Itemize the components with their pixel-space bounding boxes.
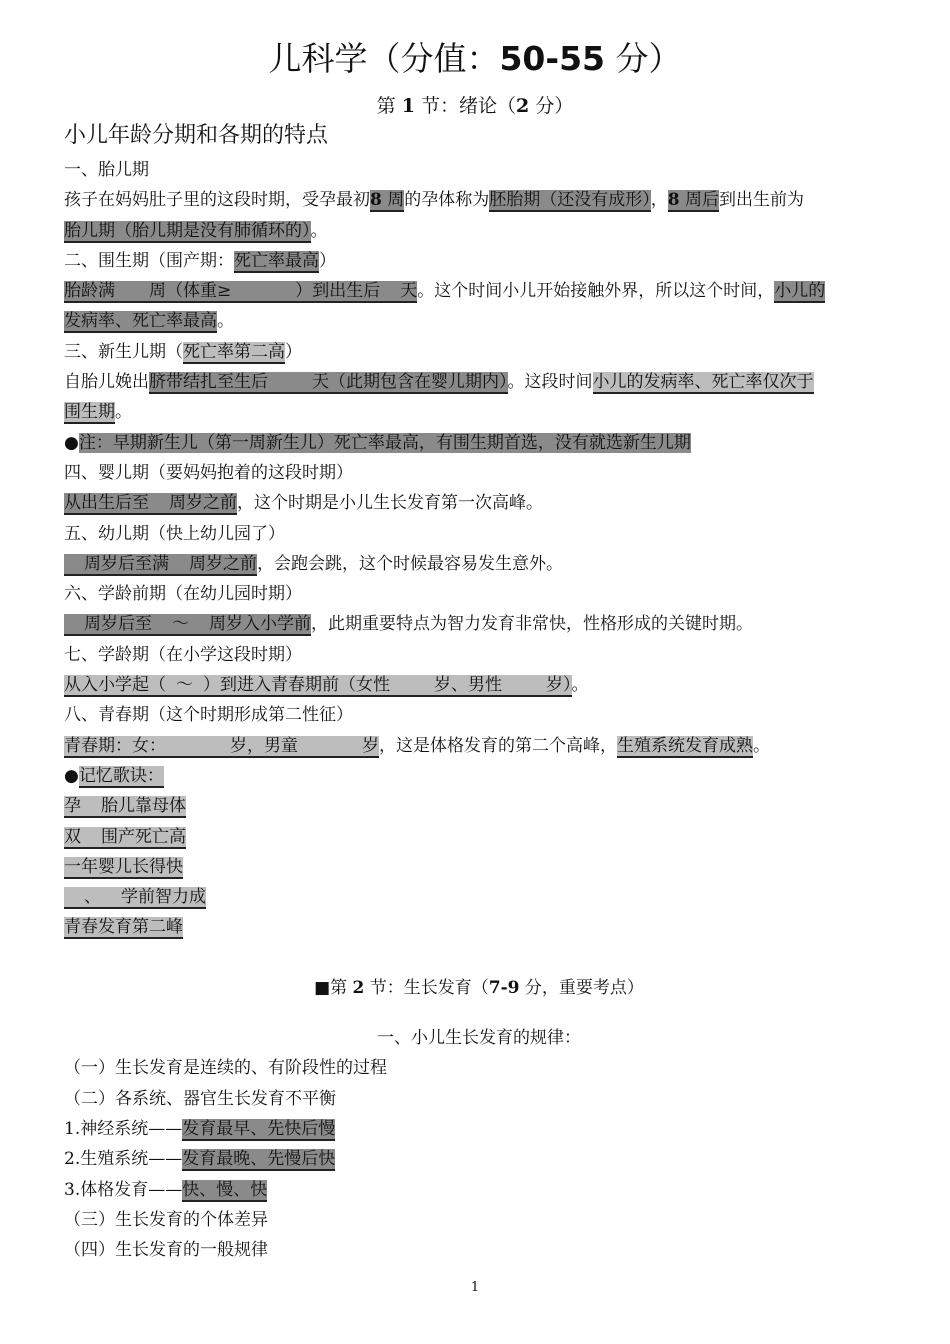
text: 孕 [64, 796, 81, 817]
highlight: 胎儿期（胎儿期是没有肺循环的） [64, 220, 311, 241]
sec1-prefix: 第 [376, 95, 396, 117]
text: 天 [400, 281, 418, 302]
text: 2 [352, 977, 365, 998]
text: 3.体格发育—— [64, 1179, 183, 1200]
mnemonic-row-4 [64, 882, 894, 912]
text: ）到进入青春期前（女性 [203, 675, 390, 696]
text: ，这个时期是小儿生长发育第一次高峰。 [237, 493, 543, 514]
text: 到出生前为 [719, 190, 804, 211]
highlight [64, 493, 237, 515]
sec1-rest: 节：绪论（ [421, 95, 517, 117]
text: 胎龄满 [64, 281, 115, 302]
highlight: 一年婴儿长得快 [64, 856, 183, 877]
bullet-icon: ● [64, 432, 79, 453]
text: 、 [84, 887, 101, 908]
heading-infant: 四、婴儿期（要妈妈抱着的这段时期） [64, 462, 353, 483]
page-number: 1 [470, 1280, 480, 1295]
text: 8 [370, 190, 382, 211]
neonatal-note [64, 428, 894, 458]
text: 周（体重≥ [149, 281, 232, 302]
heading-school-age: 七、学龄期（在小学这段时期） [64, 644, 302, 665]
highlight: 注：早期新生儿（第一周新生儿）死亡率最高，有围生期首选，没有就选新生儿期 [78, 432, 691, 453]
heading-toddler: 五、幼儿期（快上幼儿园了） [64, 523, 285, 544]
adolescence-line-1 [64, 731, 894, 761]
highlight [64, 614, 311, 636]
text: ～ [172, 614, 189, 635]
text: 三、新生儿期（ [64, 341, 183, 362]
mnemonic-heading [64, 761, 894, 791]
highlight [64, 736, 379, 758]
text: 双 [64, 826, 81, 847]
highlight [64, 675, 572, 697]
mnemonic-row-5 [64, 912, 894, 942]
text: 周岁入小学前 [209, 614, 311, 635]
school-age-line-1 [64, 670, 894, 700]
text: 周岁后至满 [84, 553, 169, 574]
neonatal-line-2 [64, 397, 894, 427]
title-score: 50-55 [499, 39, 606, 78]
sec1-tail: 分） [535, 95, 574, 117]
text: 周岁之前 [189, 553, 257, 574]
toddler-line-1 [64, 549, 894, 579]
rule-item-4: （四）生长发育的一般规律 [64, 1240, 268, 1261]
highlight: 发育最晚、先慢后快 [182, 1149, 336, 1170]
rule-item-3: （三）生长发育的个体差异 [64, 1209, 268, 1230]
text: ，此期重要特点为智力发育非常快，性格形成的关键时期。 [311, 614, 753, 635]
text: ） [285, 341, 302, 362]
highlight: 发病率、死亡率最高 [64, 311, 217, 332]
section-2-heading [64, 973, 894, 1003]
highlight [370, 190, 404, 212]
text: 节：生长发育（ [369, 977, 489, 998]
heading-neonatal [64, 337, 894, 367]
rule-sub-2 [64, 1144, 894, 1174]
topic-heading: 小儿年龄分期和各期的特点 [64, 123, 329, 148]
text: ） [319, 250, 336, 271]
fetal-line-2 [64, 216, 894, 246]
highlight: 生殖系统发育成熟 [617, 735, 753, 756]
highlight: 发育最早、先快后慢 [182, 1118, 336, 1139]
text: 1.神经系统—— [64, 1118, 183, 1139]
highlight: 死亡率最高 [234, 250, 319, 271]
text: 青春期：女： [64, 735, 166, 756]
text: 周岁后至 [84, 614, 152, 635]
rule-item-1: （一）生长发育是连续的、有阶段性的过程 [64, 1058, 387, 1079]
highlight: 小儿的发病率、死亡率仅次于 [592, 372, 814, 393]
text: ， [650, 190, 668, 211]
text: 从出生后至 [64, 493, 149, 514]
rules-heading: 一、小儿生长发育的规律： [377, 1028, 581, 1049]
preschool-line-1 [64, 609, 894, 639]
heading-preschool: 六、学龄前期（在幼儿园时期） [64, 584, 302, 605]
text: 岁，男童 [230, 735, 298, 756]
neonatal-line-1 [64, 367, 894, 397]
text: 学前智力成 [121, 887, 206, 908]
square-icon: ■ [314, 977, 331, 998]
text: 自胎儿娩出 [64, 372, 149, 393]
perinatal-line-2 [64, 306, 894, 336]
text: 围产死亡高 [101, 826, 186, 847]
perinatal-line-1 [64, 276, 894, 306]
highlight [64, 827, 186, 849]
text: ）到出生后 [295, 281, 381, 302]
text: 胎儿靠母体 [101, 796, 186, 817]
text: 。 [571, 675, 589, 696]
text: 。这个时间小儿开始接触外界，所以这个时间， [417, 281, 775, 302]
text: 从入小学起（ [64, 675, 166, 696]
title-text: 儿科学（分值： [268, 39, 500, 78]
infant-line-1 [64, 488, 894, 518]
heading-adolescence: 八、青春期（这个时期形成第二性征） [64, 705, 353, 726]
text: 。 [115, 402, 132, 423]
text: 二、围生期（围产期： [64, 250, 234, 271]
text: 。这段时间 [507, 372, 593, 393]
rule-sub-1 [64, 1114, 894, 1144]
text: ，这是体格发育的第二个高峰， [379, 735, 617, 756]
highlight [64, 281, 417, 303]
highlight: 快、慢、快 [182, 1179, 268, 1200]
text: 岁、男性 [434, 675, 502, 696]
section-1-heading [0, 91, 950, 121]
heading-perinatal [64, 246, 894, 276]
text: 。 [310, 220, 328, 241]
title-tail: 分） [615, 39, 682, 78]
highlight: 胚胎期（还没有成形） [489, 190, 651, 211]
sec1-num: 1 [401, 95, 415, 117]
text: 孩子在妈妈肚子里的这段时期，受孕最初 [64, 190, 370, 211]
text: 周岁之前 [169, 493, 237, 514]
text: 第 [330, 977, 348, 998]
highlight [149, 372, 508, 394]
text: ，会跑会跳，这个时候最容易发生意外。 [257, 553, 563, 574]
text: 分，重要考点） [524, 977, 644, 998]
mnemonic-row-1 [64, 791, 894, 821]
text: 岁 [362, 735, 379, 756]
text: 脐带结扎至生后 [149, 372, 268, 393]
text: 2.生殖系统—— [64, 1149, 183, 1170]
sec1-score: 2 [516, 95, 530, 117]
text: 8 [667, 190, 680, 211]
text: 的孕体称为 [404, 190, 490, 211]
heading-fetal: 一、胎儿期 [64, 160, 149, 180]
text: 岁） [546, 675, 572, 696]
text: ～ [176, 675, 193, 696]
highlight: 青春发育第二峰 [64, 917, 183, 938]
text: 。 [753, 735, 770, 756]
mnemonic-row-2 [64, 822, 894, 852]
document-title [0, 34, 950, 84]
bullet-icon: ● [64, 765, 79, 786]
text: 天（此期包含在婴儿期内） [312, 372, 508, 393]
mnemonic-row-3 [64, 852, 894, 882]
text: 周后 [685, 190, 719, 211]
highlight: 记忆歌诀： [78, 765, 164, 786]
document-body [64, 155, 894, 1265]
highlight: 小儿的 [774, 281, 826, 302]
text: 周 [387, 190, 405, 211]
highlight: 围生期 [64, 402, 115, 423]
fetal-line-1 [64, 185, 894, 215]
highlight [64, 796, 186, 818]
highlight: 死亡率第二高 [183, 341, 285, 362]
highlight [64, 887, 206, 909]
rule-item-2: （二）各系统、器官生长发育不平衡 [64, 1088, 336, 1109]
highlight [668, 190, 719, 212]
rule-sub-3 [64, 1175, 894, 1205]
text: 7-9 [488, 977, 520, 998]
highlight [64, 554, 257, 576]
text: 。 [217, 311, 234, 332]
